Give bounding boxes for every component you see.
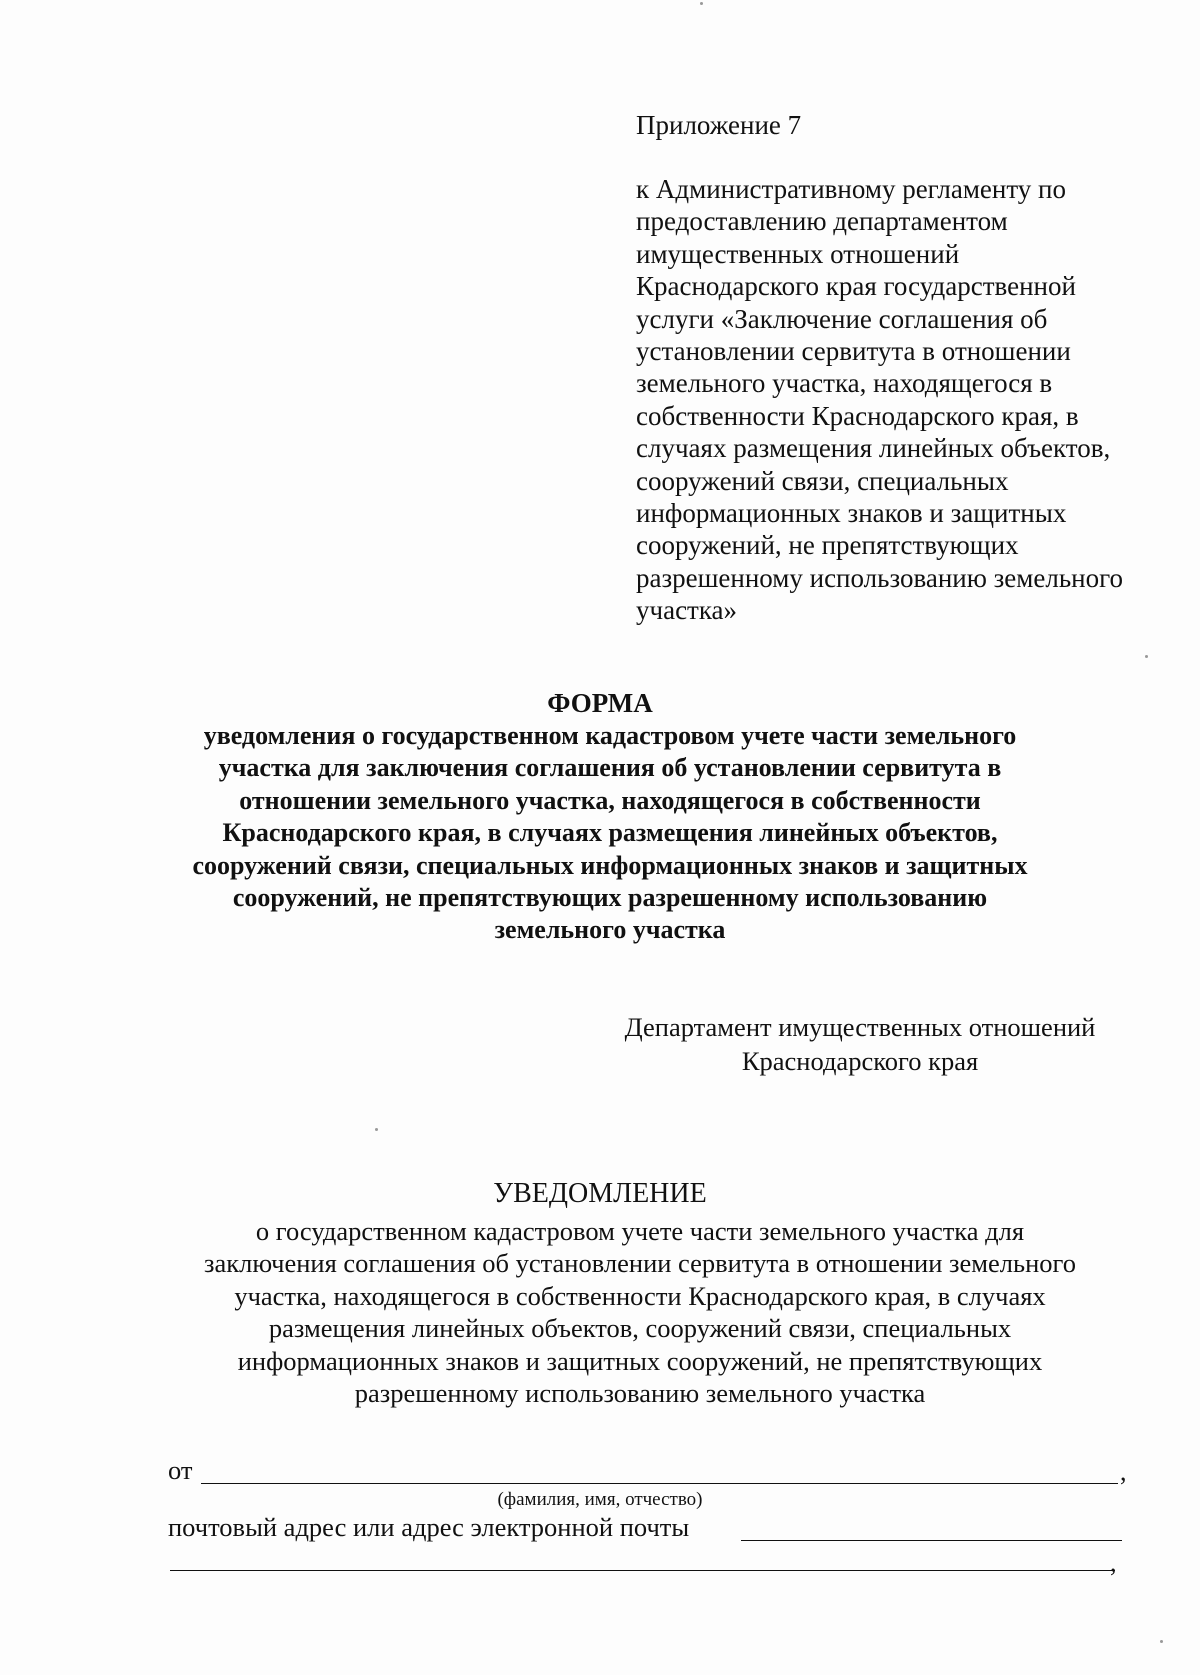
appendix-line: собственности Краснодарского края, в — [636, 400, 1079, 431]
appendix-line: земельного участка, находящегося в — [636, 368, 1053, 399]
notice-line: информационных знаков и защитных сооружений, не препятствующих — [237, 1345, 1043, 1376]
appendix-line: предоставлению департаментом — [636, 206, 1008, 237]
notice-line: разрешенному использованию земельного участка — [354, 1378, 926, 1409]
appendix-line: участка» — [636, 595, 738, 626]
scan-speck — [1145, 655, 1148, 658]
address-blank-line-2[interactable] — [170, 1570, 1115, 1571]
scan-speck — [1160, 1640, 1163, 1643]
form-title: ФОРМА — [547, 688, 653, 718]
form-subtitle-line: Краснодарского края, в случаях размещения линейных объектов, — [222, 818, 998, 848]
notice-line: заключения соглашения об установлении сервитута в отношении земельного — [204, 1248, 1076, 1279]
form-subtitle-line: сооружений связи, специальных информационных знаков и защитных — [192, 850, 1028, 880]
recipient-line: Краснодарского края — [741, 1046, 979, 1076]
form-subtitle-line: сооружений, не препятствующих разрешенному использованию — [232, 883, 988, 913]
scan-speck — [700, 2, 703, 5]
notice-description — [150, 1215, 1130, 1409]
appendix-line: установлении сервитута в отношении — [636, 336, 1071, 367]
appendix-line: сооружений, не препятствующих — [636, 530, 1019, 561]
appendix-line: услуги «Заключение соглашения об — [636, 303, 1048, 334]
from-comma: , — [1120, 1457, 1127, 1486]
appendix-reference — [636, 173, 1156, 627]
form-subtitle-line: земельного участка — [494, 915, 726, 945]
from-label: от — [168, 1455, 193, 1485]
fio-hint: (фамилия, имя, отчество) — [497, 1489, 703, 1510]
notice-title: УВЕДОМЛЕНИЕ — [493, 1178, 707, 1209]
notice-line: участка, находящегося в собственности Краснодарского края, в случаях — [234, 1280, 1046, 1311]
address-label: почтовый адрес или адрес электронной почты — [168, 1512, 690, 1542]
appendix-line: имущественных отношений — [636, 238, 960, 269]
notice-line: о государственном кадастровом учете части земельного участка для — [255, 1216, 1025, 1246]
appendix-title: Приложение 7 — [636, 110, 802, 140]
appendix-line: к Административному регламенту по — [636, 174, 1067, 204]
appendix-line: информационных знаков и защитных — [636, 498, 1067, 529]
recipient-line: Департамент имущественных отношений — [624, 1012, 1096, 1042]
appendix-line: разрешенному использованию земельного — [636, 562, 1124, 593]
address-blank-line[interactable] — [741, 1540, 1122, 1541]
address-comma: , — [1110, 1548, 1117, 1577]
from-blank-line[interactable] — [201, 1483, 1118, 1484]
recipient-block — [600, 1010, 1120, 1078]
form-subtitle-line: уведомления о государственном кадастровом учете части земельного — [203, 721, 1017, 750]
form-subtitle — [150, 720, 1070, 947]
form-subtitle-line: участка для заключения соглашения об установлении сервитута в — [218, 753, 1002, 783]
appendix-line: Краснодарского края государственной — [636, 271, 1076, 302]
notice-line: размещения линейных объектов, сооружений связи, специальных — [268, 1313, 1012, 1344]
scan-speck — [375, 1128, 378, 1131]
from-field — [168, 1455, 1148, 1489]
appendix-line: случаях размещения линейных объектов, — [636, 433, 1111, 464]
appendix-line: сооружений связи, специальных — [636, 465, 1009, 496]
form-subtitle-line: отношении земельного участка, находящегося в собственности — [239, 785, 981, 815]
